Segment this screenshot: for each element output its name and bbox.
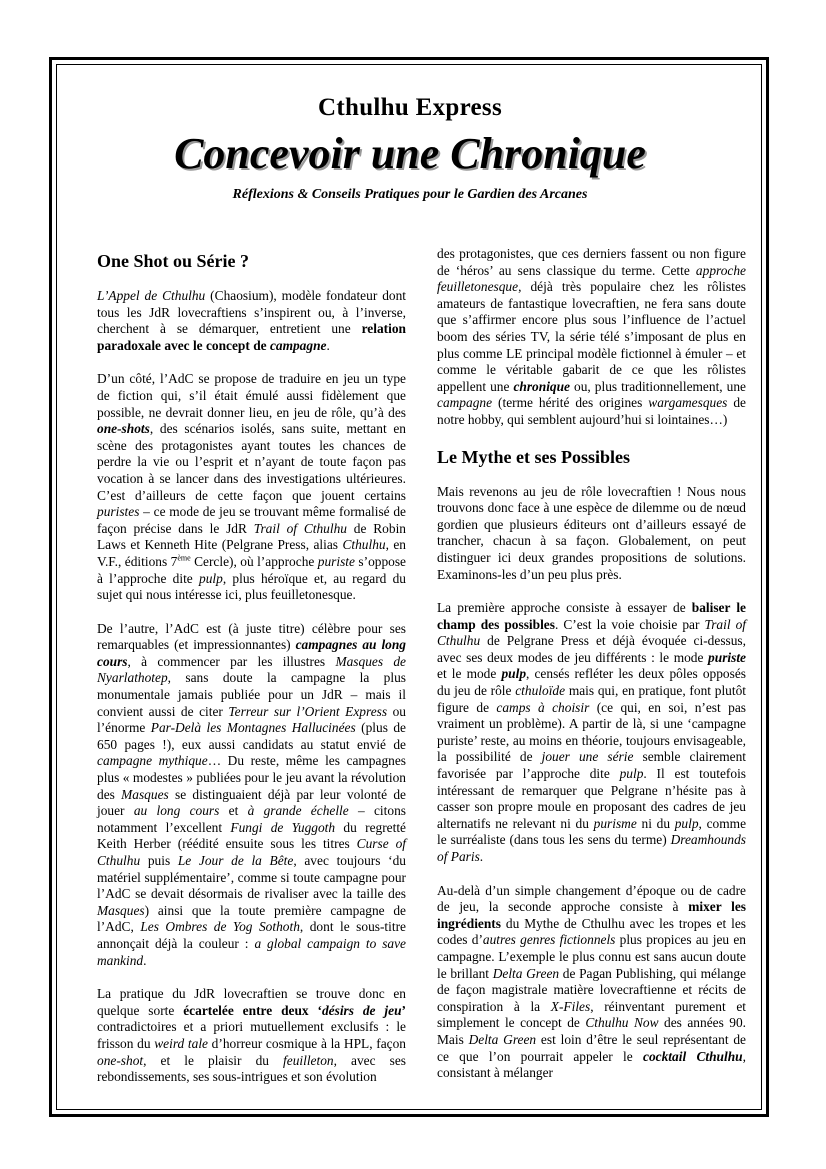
- text-run: La pratique du JdR lovecraftien se trouve donc en quelque sorte: [97, 986, 406, 1018]
- text-run: Terreur sur l’Orient Express: [228, 703, 388, 719]
- text-run: campagne mythique: [97, 753, 208, 769]
- text-run: Masques: [121, 786, 169, 802]
- paragraph: [437, 484, 746, 584]
- text-run: cthuloïde: [515, 683, 566, 699]
- text-run: , dont le sous-titre annonçait déjà la couleur :: [97, 919, 406, 951]
- section-heading-mythe: Le Mythe et ses Possibles: [437, 446, 630, 467]
- text-run: campagne: [269, 337, 327, 353]
- text-run: puriste: [317, 553, 355, 569]
- text-run: pulp: [619, 766, 644, 782]
- text-run: , en V.F., éditions 7: [97, 537, 406, 569]
- text-run: s’oppose à l’approche dite: [97, 553, 407, 586]
- text-run: pulp: [674, 815, 699, 831]
- text-run: puis: [140, 853, 178, 868]
- text-run: Le Jour de la Bête: [177, 853, 294, 868]
- text-run: .: [326, 337, 330, 353]
- text-run: campagne: [437, 395, 493, 411]
- text-run: ni du: [636, 815, 675, 831]
- text-run: d’horreur cosmique à la HPL, façon: [208, 1035, 406, 1051]
- text-run: , censés refléter les deux pôles opposés du jeu de rôle: [437, 666, 746, 699]
- text-run: ou, plus traditionnellement, une: [570, 378, 746, 394]
- text-run: , à commencer par les illustres: [127, 653, 336, 669]
- text-run: Au-delà d’un simple changement d’époque ou de cadre de jeu, la seconde approche consiste à: [437, 882, 746, 915]
- text-run: … Du reste, même les campagnes plus « modestes » publiées pour le jeu avant la révolution des: [97, 753, 406, 802]
- text-run: . C’est la voie choisie par: [554, 616, 705, 632]
- text-run: ème: [177, 553, 191, 563]
- text-run: , consistant à mélanger: [437, 1048, 746, 1081]
- text-run: Cthulhu: [342, 537, 386, 553]
- text-run: , des scénarios isolés, sans suite, mettant en scène des protagonistes ayant toutes les chances de perdre la vie ou l’esprit et n’ayant de toute façon pas vocation à se lancer dans des investigations ultérieures. C’est d’ailleurs de cette façon que jouent certains: [97, 421, 406, 503]
- text-run: , comme le surréaliste (dans tous les sens du terme): [437, 815, 747, 848]
- text-run: mais qui, en pratique, font plutôt figure de: [437, 683, 746, 715]
- text-run: se distinguaient déjà par leur volonté de jouer: [97, 786, 406, 819]
- text-run: et le mode: [437, 666, 502, 682]
- text-run: Curse of Cthulhu: [97, 836, 406, 868]
- text-run: , avec toujours ‘du matériel supplémentaire’, comme si toute campagne pour l’AdC se devait désormais de rivaliser avec la taille des: [97, 853, 406, 902]
- text-run: plus propices au jeu en campagne. L’exemple le plus connu est sans aucun doute le brillant: [437, 932, 746, 981]
- text-run: Cthulhu Now: [585, 1015, 659, 1031]
- text-run: du regretté Keith Herber (réédité ensuite sous les titres: [97, 819, 406, 852]
- text-run: weird tale: [154, 1035, 208, 1051]
- text-run: , et le plaisir du: [143, 1052, 284, 1068]
- text-run: des protagonistes, que ces derniers fassent ou non figure de ‘héros’ au sens classique du terme. Cette: [437, 246, 746, 278]
- text-run: au long cours: [133, 803, 220, 819]
- text-run: de Pagan Publishing, qui mélange de façon magistrale matière lovecraftienne et récits de conspiration à la: [437, 965, 746, 1014]
- text-run: jouer une série: [541, 749, 634, 765]
- text-run: Dreamhounds of Paris: [437, 832, 746, 864]
- paragraph: [97, 986, 406, 1086]
- article-title: Concevoir une Chronique: [174, 129, 646, 178]
- column-right: [437, 246, 746, 1099]
- text-run: (ce qui, en soi, n’est pas vraiment un problème). A partir de là, si une ‘campagne puriste’ reste, au moins en théorie, toujours envisageable, la possibilité de: [437, 699, 746, 765]
- text-run: Fungi de Yuggoth: [230, 819, 336, 835]
- text-run: cocktail Cthulhu: [643, 1048, 743, 1064]
- text-run: , sans doute la campagne la plus monumentale jamais publiée pour un JdR – mais il convient aussi de citer: [97, 670, 406, 719]
- text-run: (terme hérité des origines: [492, 395, 649, 411]
- article-header: [60, 90, 760, 204]
- text-run: semble clairement favorisée par l’approche dite: [437, 749, 746, 782]
- text-run: Masques: [97, 902, 145, 918]
- text-run: one-shots: [97, 421, 150, 437]
- text-run: des années 90. Mais: [437, 1015, 747, 1047]
- text-run: Les Ombres de Yog Sothoth: [140, 919, 300, 935]
- text-run: purisme: [593, 815, 637, 831]
- text-run: (plus de 650 pages !), eux aussi candidats au statut envié de: [97, 720, 406, 752]
- text-run: de Pelgrane Press et déjà évoquée ci-dessus, avec ses deux modes de jeu différents : le mode: [437, 633, 746, 665]
- text-run: autres genres fictionnels: [482, 932, 616, 948]
- text-run: et: [219, 803, 248, 819]
- text-run: – ce mode de jeu se trouvant même formalisé de façon précise dans le JdR: [97, 504, 406, 536]
- text-run: Trail of Cthulhu: [253, 520, 347, 536]
- series-name: Cthulhu Express: [318, 94, 502, 121]
- paragraph: [437, 883, 746, 1082]
- text-run: L’Appel de Cthulhu: [97, 288, 206, 303]
- text-run: De l’autre, l’AdC est (à juste titre) célèbre pour ses remarquables (et impressionnantes): [97, 620, 406, 653]
- text-run: désirs de jeu: [321, 1002, 402, 1018]
- paragraph: [437, 246, 746, 429]
- text-run: de Robin Laws et Kenneth Hite (Pelgrane Press, alias: [97, 520, 406, 553]
- article-subtitle: Réflexions & Conseils Pratiques pour le Gardien des Arcanes: [232, 187, 588, 202]
- text-run: Par-Delà les Montagnes Hallucinées: [150, 720, 356, 736]
- text-run: de notre hobby, qui semblent aujourd’hui si lointaines…): [437, 395, 746, 427]
- text-run: .: [143, 952, 147, 968]
- text-run: Trail of Cthulhu: [437, 616, 746, 649]
- text-run: chronique: [513, 378, 571, 394]
- text-run: baliser le champ des possibles: [437, 600, 746, 632]
- text-run: pulp: [199, 570, 223, 586]
- text-run: . Il est toutefois intéressant de remarquer que Pelgrane n’hésite pas à casser son propre moule en proposant des cadres de jeu alternatifs ne relevant ni du: [437, 766, 747, 831]
- text-run: camps à choisir: [496, 699, 590, 715]
- text-run: relation paradoxale avec le concept de: [97, 321, 406, 353]
- text-run: contradictoires et a priori mutuellement exclusifs : le frisson du: [97, 1019, 406, 1051]
- text-run: a global campaign to save mankind: [97, 935, 407, 968]
- text-run: ou l’énorme: [97, 703, 406, 736]
- text-run: ’: [401, 1002, 406, 1018]
- text-run: , avec ses rebondissements, ses sous-intrigues et son évolution: [97, 1052, 406, 1085]
- text-run: écartelée entre deux ‘: [183, 1002, 322, 1018]
- text-run: .: [479, 849, 484, 864]
- text-run: (Chaosium), modèle fondateur dont tous les JdR lovecraftiens s’inspirent ou, à l’inverse, cherchent à se démarquer, entretient une: [97, 288, 406, 337]
- text-run: , plus héroïque et, au regard du sujet qui nous intéresse ici, plus feuilletonesque.: [97, 570, 406, 603]
- text-run: La première approche consiste à essayer de: [437, 600, 692, 616]
- text-run: Masques de Nyarlathotep: [97, 653, 406, 686]
- text-run: D’un côté, l’AdC se propose de traduire en jeu un type de fiction qui, s’il était émulé aussi fidèlement que possible, ne devrait donner lieu, en jeu de rôle, qu’à des: [97, 371, 406, 420]
- column-left: [97, 250, 406, 1103]
- paragraph: [97, 621, 406, 969]
- text-run: pulp: [501, 666, 527, 682]
- text-run: – citons notamment l’excellent: [97, 803, 406, 835]
- text-run: Cercle), où l’approche: [190, 553, 318, 569]
- text-run: Delta Green: [468, 1031, 537, 1047]
- paragraph: [97, 288, 406, 354]
- text-run: est loin d’être le seul représentant de ce que l’on pourrait appeler le: [437, 1031, 746, 1064]
- text-run: Mais revenons au jeu de rôle lovecraftien ! Nous nous trouvons donc face à une espèce de dilemme ou de nœud gordien que plusieurs éditeurs ont d’ailleurs essayé de trancher, chacun à sa façon. Globalement, on peut distinguer ici deux grandes propositions de solutions. Examinons-les d’un peu plus près.: [437, 483, 746, 582]
- paragraph: [437, 600, 746, 866]
- text-run: puristes: [97, 504, 140, 520]
- text-run: , réinventant purement et simplement le concept de: [437, 998, 746, 1031]
- text-run: ) ainsi que la toute première campagne de l’AdC,: [97, 902, 406, 935]
- text-run: feuilleton: [283, 1052, 334, 1068]
- text-run: à grande échelle: [247, 803, 349, 819]
- paragraph: [97, 371, 406, 603]
- text-run: one-shot: [97, 1052, 144, 1068]
- text-run: approche feuilletonesque: [437, 262, 746, 295]
- text-run: du Mythe de Cthulhu avec les tropes et les codes d’: [437, 915, 746, 948]
- text-run: puriste: [708, 649, 746, 665]
- text-run: , déjà très populaire chez les rôlistes amateurs de fantastique lovecraftien, ne fera sans doute que s’affirmer encore plus sous l’influence de l’actuel boom des séries TV, la série télé s’imposant de plus en plus comme LE principal modèle fictionnel à émuler – et comme le véritable gabarit de ce que les rôlistes appellent une: [437, 279, 746, 394]
- section-heading-one-shot: One Shot ou Série ?: [97, 251, 250, 271]
- text-run: mixer les ingrédients: [437, 899, 746, 931]
- text-run: campagnes au long cours: [97, 637, 406, 669]
- text-run: wargamesques: [648, 395, 728, 411]
- text-run: X-Files: [550, 998, 591, 1014]
- text-run: Delta Green: [492, 965, 560, 981]
